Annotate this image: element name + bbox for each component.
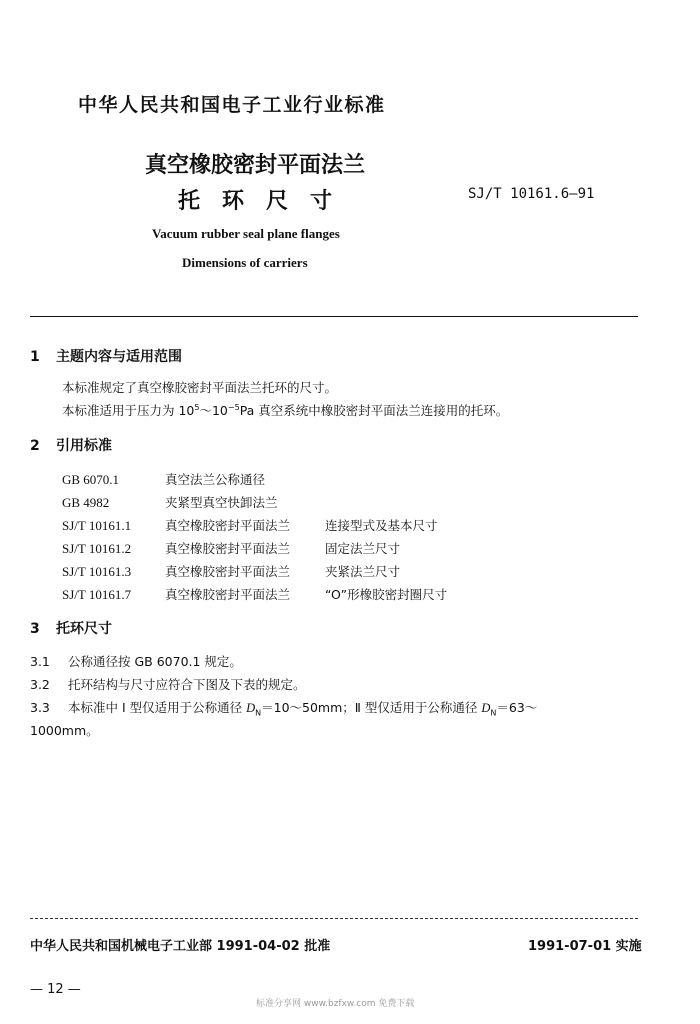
reference-row xyxy=(62,562,400,580)
reference-row xyxy=(62,516,438,534)
standard-code: SJ/T 10161.6—91 xyxy=(468,186,595,202)
watermark: 标准分享网 www.bzfxw.com 免费下载 xyxy=(256,999,415,1009)
title-english-line2: Dimensions of carriers xyxy=(182,255,308,270)
symbol-dn: D xyxy=(481,701,491,715)
clause-text: 公称通径按 GB 6070.1 规定。 xyxy=(68,654,242,669)
reference-code: SJ/T 10161.3 xyxy=(62,564,132,579)
symbol-dn-sub: N xyxy=(255,708,262,718)
industry-standard-heading: 中华人民共和国电子工业行业标准 xyxy=(78,94,386,116)
clause-number: 3.2 xyxy=(30,677,50,692)
title-chinese-line1: 真空橡胶密封平面法兰 xyxy=(145,153,366,178)
footer-divider xyxy=(30,918,638,919)
clause-text-c: ＝63～ xyxy=(496,700,538,715)
reference-extra: 固定法兰尺寸 xyxy=(325,541,401,556)
symbol-dn: D xyxy=(246,701,256,715)
reference-title: 真空橡胶密封平面法兰 xyxy=(165,564,291,579)
section1-heading xyxy=(30,346,182,366)
approval-line: 中华人民共和国机械电子工业部 1991-04-02 批准 xyxy=(30,939,331,954)
section3-heading xyxy=(30,618,112,638)
title-chinese-line2: 托环尺寸 xyxy=(178,189,355,214)
clause-3-3 xyxy=(30,698,537,718)
clause-3-1 xyxy=(30,652,242,670)
para2-mid: ～10 xyxy=(199,403,228,418)
reference-code: GB 4982 xyxy=(62,495,110,510)
section2-title: 引用标准 xyxy=(56,438,112,454)
reference-row xyxy=(62,470,325,488)
reference-row xyxy=(62,585,447,603)
title-english-line1: Vacuum rubber seal plane flanges xyxy=(152,226,340,241)
reference-extra: 连接型式及基本尺寸 xyxy=(325,518,438,533)
para2-pre: 本标准适用于压力为 10 xyxy=(62,403,195,418)
clause-3-2 xyxy=(30,675,306,693)
clause-number: 3.1 xyxy=(30,654,50,669)
reference-title: 夹紧型真空快卸法兰 xyxy=(165,495,278,510)
reference-extra: “O”形橡胶密封圈尺寸 xyxy=(325,587,448,602)
section2-number: 2 xyxy=(30,438,40,454)
section1-paragraph1: 本标准规定了真空橡胶密封平面法兰托环的尺寸。 xyxy=(62,380,338,395)
reference-code: GB 6070.1 xyxy=(62,472,120,487)
reference-title: 真空橡胶密封平面法兰 xyxy=(165,541,291,556)
reference-extra: 夹紧法兰尺寸 xyxy=(325,564,401,579)
symbol-dn-sub: N xyxy=(490,708,497,718)
reference-code: SJ/T 10161.1 xyxy=(62,518,132,533)
clause-3-3-continued: 1000mm。 xyxy=(30,723,99,738)
section3-title: 托环尺寸 xyxy=(56,621,112,637)
section2-heading xyxy=(30,435,112,455)
reference-title: 真空法兰公称通径 xyxy=(165,472,266,487)
clause-text: 托环结构与尺寸应符合下图及下表的规定。 xyxy=(68,677,306,692)
para2-post: Pa 真空系统中橡胶密封平面法兰连接用的托环。 xyxy=(239,403,509,418)
reference-row xyxy=(62,493,325,511)
implementation-date: 1991-07-01 实施 xyxy=(528,939,642,954)
header-divider xyxy=(30,316,638,317)
clause-text-b: ＝10～50mm；Ⅱ 型仅适用于公称通径 xyxy=(261,700,482,715)
section1-title: 主题内容与适用范围 xyxy=(56,349,182,365)
reference-row xyxy=(62,539,400,557)
section3-number: 3 xyxy=(30,621,40,637)
section1-number: 1 xyxy=(30,349,40,365)
reference-title: 真空橡胶密封平面法兰 xyxy=(165,587,291,602)
page-number: — 12 — xyxy=(30,982,81,997)
clause-text-a: 本标准中 Ⅰ 型仅适用于公称通径 xyxy=(68,700,247,715)
reference-code: SJ/T 10161.2 xyxy=(62,541,132,556)
section1-paragraph2 xyxy=(62,401,508,419)
reference-title: 真空橡胶密封平面法兰 xyxy=(165,518,291,533)
para2-sup1: 5 xyxy=(194,402,200,412)
reference-code: SJ/T 10161.7 xyxy=(62,587,132,602)
para2-sup2: −5 xyxy=(227,402,240,412)
clause-number: 3.3 xyxy=(30,700,50,715)
